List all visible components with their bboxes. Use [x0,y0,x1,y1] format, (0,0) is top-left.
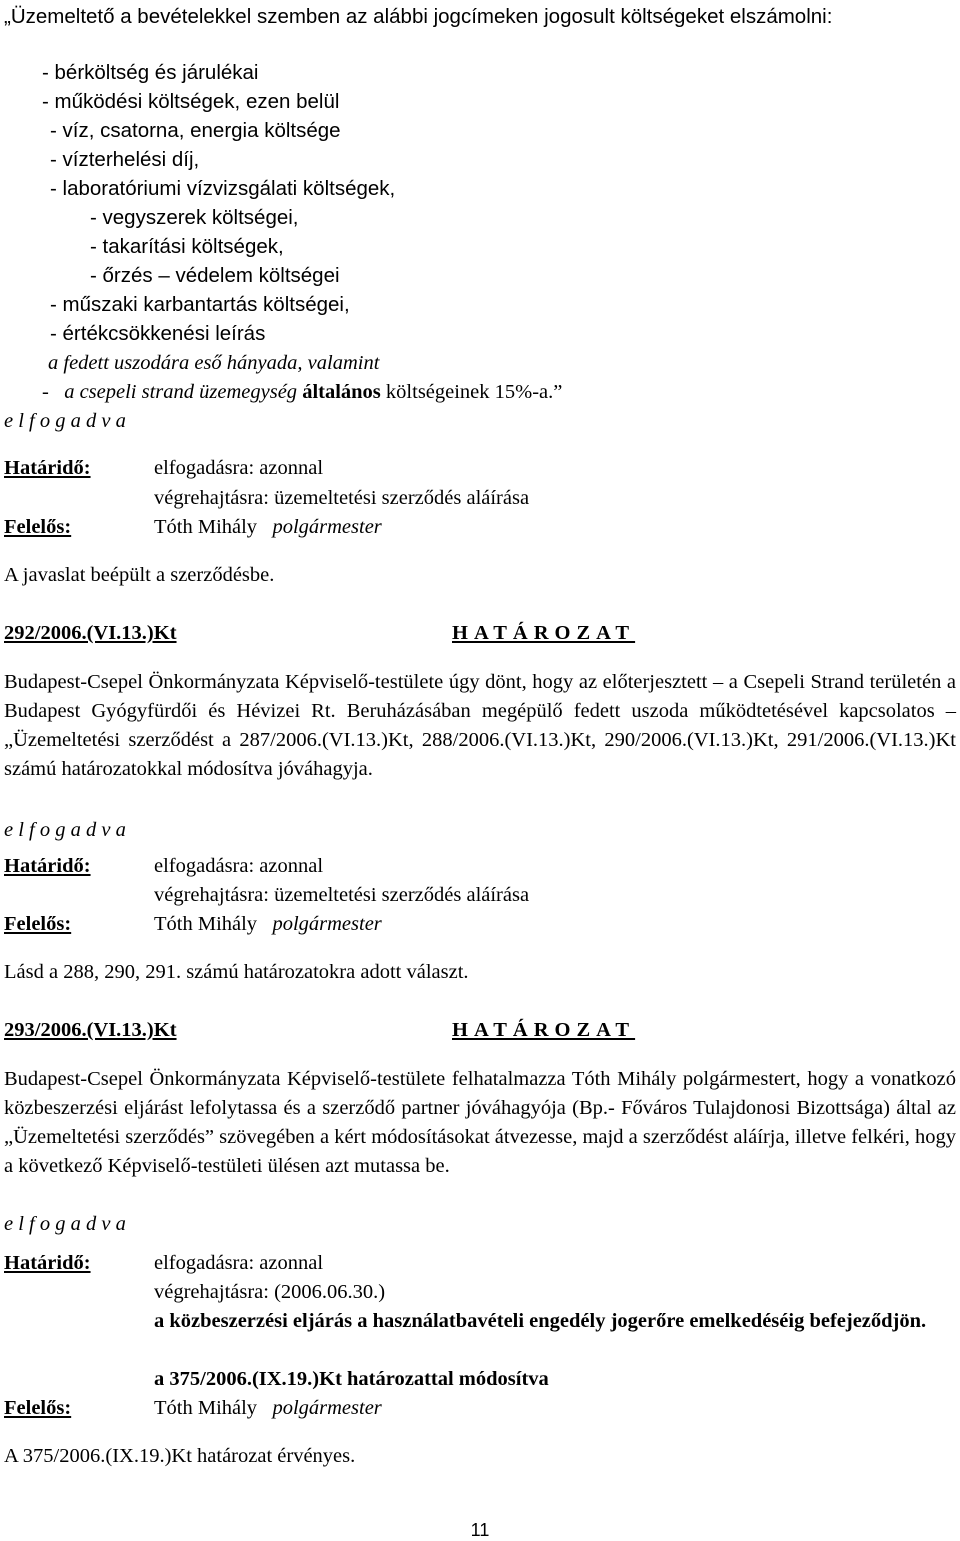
deadline-amendment: a 375/2006.(IX.19.)Kt határozattal módosítva [154,1368,549,1390]
responsible-person [154,1395,382,1421]
deadline-adoption: elfogadásra: azonnal [154,855,324,877]
deadline-execution: végrehajtásra: üzemeltetési szerződés aláírása [154,884,530,906]
accepted-label: e l f o g a d v a [4,1213,126,1235]
responsible-label: Felelős: [4,1397,72,1419]
note-text: A 375/2006.(IX.19.)Kt határozat érvényes. [4,1445,356,1467]
resolution-number: 292/2006.(VI.13.)Kt [4,622,177,644]
list-item: - értékcsökkenési leírás [50,322,266,345]
note-text: Lásd a 288, 290, 291. számú határozatokra adott választ. [4,961,469,983]
responsible-title: polgármester [272,516,382,538]
responsible-person [154,911,382,937]
resolution-number: 293/2006.(VI.13.)Kt [4,1019,177,1041]
list-item: - őrzés – védelem költségei [90,264,340,287]
list-bold-part: általános [302,381,381,403]
list-item: - bérköltség és járulékai [42,61,259,84]
list-item: - takarítási költségek, [90,235,284,258]
list-item: - vegyszerek költségei, [90,206,299,229]
accepted-label: e l f o g a d v a [4,410,126,432]
note-text: A javaslat beépült a szerződésbe. [4,564,275,586]
resolution-heading: HATÁROZAT [452,1019,636,1041]
list-tail-part: költségeinek 15%-a.” [385,381,563,403]
responsible-name: Tóth Mihály [154,516,258,538]
list-item: - laboratóriumi vízvizsgálati költségek, [50,177,396,200]
resolution-body: Budapest-Csepel Önkormányzata Képviselő-testülete felhatalmazza Tóth Mihály polgármestert, hogy a vonatkozó közbeszerzési eljárást lefolytassa és a szerződő partner jóváhagyója (Bp.- Főváros Tulajdonosi Bizottsága) által az „Üzemeltetési szerződés” szövegében a kért módosításokat átvezesse, majd a szerződést aláírja, illetve felkéri, hogy a következő Képviselő-testületi ülésen azt mutassa be. [4,1068,956,1177]
responsible-person [154,514,382,540]
list-item-last [42,379,562,405]
responsible-title: polgármester [272,1397,382,1419]
responsible-name: Tóth Mihály [154,913,258,935]
list-dash: - [42,381,49,403]
accepted-label: e l f o g a d v a [4,819,126,841]
responsible-label: Felelős: [4,516,72,538]
responsible-title: polgármester [272,913,382,935]
intro-text: „Üzemeltető a bevételekkel szemben az alábbi jogcímeken jogosult költségeket elszámolni: [4,5,833,28]
responsible-label: Felelős: [4,913,72,935]
list-item: - működési költségek, ezen belül [42,90,340,113]
deadline-label: Határidő: [4,457,91,479]
deadline-adoption: elfogadásra: azonnal [154,457,324,479]
deadline-execution: végrehajtásra: üzemeltetési szerződés aláírása [154,487,530,509]
deadline-label: Határidő: [4,1252,91,1274]
deadline-execution: végrehajtásra: (2006.06.30.) [154,1281,386,1303]
list-item-italic: a fedett uszodára eső hányada, valamint [48,352,380,374]
resolution-heading: HATÁROZAT [452,622,636,644]
page-number: 11 [470,1520,490,1540]
resolution-body: Budapest-Csepel Önkormányzata Képviselő-testülete úgy dönt, hogy az előterjesztett – a Csepeli Strand területén a Budapest Gyógyfürdői és Hévizei Rt. Beruházásában megépülő fedett uszoda működtetésével kapcsolatos – „Üzemeltetési szerződést a 287/2006.(VI.13.)Kt, 288/2006.(VI.13.)Kt, 290/2006.(VI.13.)Kt, 291/2006.(VI.13.)Kt számú határozatokkal módosítva jóváhagyja. [4,671,956,780]
deadline-label: Határidő: [4,855,91,877]
deadline-condition: a közbeszerzési eljárás a használatbavételi engedély jogerőre emelkedéséig befejeződjön. [154,1310,927,1332]
list-italic-part: a csepeli strand üzemegység [64,381,298,403]
deadline-adoption: elfogadásra: azonnal [154,1252,324,1274]
list-item: - vízterhelési díj, [50,148,200,171]
list-item: - műszaki karbantartás költségei, [50,293,350,316]
responsible-name: Tóth Mihály [154,1397,258,1419]
list-item: - víz, csatorna, energia költsége [50,119,341,142]
